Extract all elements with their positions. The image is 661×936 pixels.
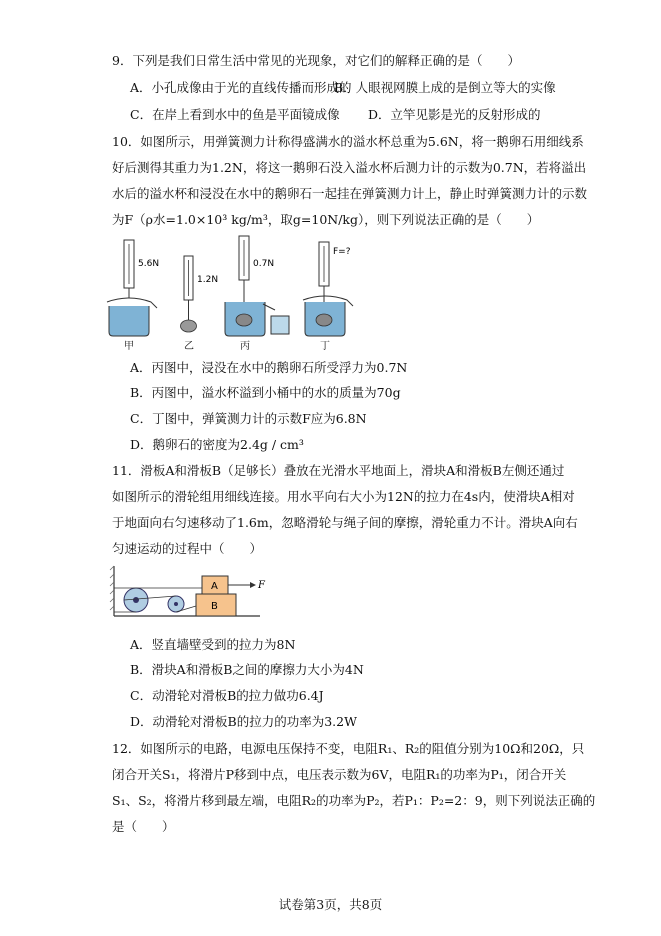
block-b-label: B	[211, 601, 218, 612]
q10-stem-line4: 为F（ρ水=1.0×10³ kg/m³，取g=10N/kg），则下列说法正确的是（ ）	[112, 212, 540, 227]
q11-stem-line2: 如图所示的滑轮组用细线连接。用水平向右大小为12N的拉力在4s内，使滑块A相对	[112, 489, 575, 504]
q11-stem-line1: 11．滑板A和滑板B（足够长）叠放在光滑水平地面上，滑块A和滑板B左侧还通过	[112, 463, 565, 478]
q10-stem-line2: 好后测得其重力为1.2N，将这一鹅卵石没入溢水杯后测力计的示数为0.7N，若将溢出	[112, 160, 587, 175]
q9-stem: 9．下列是我们日常生活中常见的光现象，对它们的解释正确的是（ ）	[112, 53, 520, 68]
q9-option-a: A．小孔成像由于光的直线传播而形成的	[130, 80, 352, 95]
figure-bing	[225, 236, 289, 336]
q9-option-c: C．在岸上看到水中的鱼是平面镜成像	[130, 107, 340, 122]
reading-bing: 0.7N	[253, 259, 275, 269]
q12-stem-line1: 12．如图所示的电路，电源电压保持不变，电阻R₁、R₂的阻值分别为10Ω和20Ω，只	[112, 741, 585, 756]
q11-option-b: B．滑块A和滑板B之间的摩擦力大小为4N	[130, 662, 364, 677]
q9-option-b: B．人眼视网膜上成的是倒立等大的实像	[334, 80, 556, 95]
q10-stem-line1: 10．如图所示，用弹簧测力计称得盛满水的溢水杯总重为5.6N，将一鹅卵石用细线系	[112, 134, 584, 149]
label-yi: 乙	[184, 341, 194, 352]
q10-figure	[105, 234, 365, 346]
figure-jia	[107, 240, 159, 336]
reading-yi: 1.2N	[197, 275, 219, 285]
q11-option-a: A．竖直墙壁受到的拉力为8N	[130, 637, 296, 652]
q11-figure	[110, 566, 270, 622]
label-bing: 丙	[240, 341, 250, 352]
label-ding: 丁	[320, 341, 330, 352]
q12-stem-line4: 是（ ）	[112, 819, 175, 834]
reading-ding: F=?	[333, 247, 351, 257]
force-label: F	[258, 580, 265, 591]
figure-ding	[303, 242, 353, 336]
block-a-label: A	[211, 581, 218, 592]
q12-stem-line3: S₁、S₂，将滑片移到最左端，电阻R₂的功率为P₂，若P₁：P₂=2：9，则下列说法正确的	[112, 793, 596, 808]
figure-yi	[181, 256, 219, 332]
q10-option-b: B．丙图中，溢水杯溢到小桶中的水的质量为70g	[130, 385, 401, 400]
q10-option-a: A．丙图中，浸没在水中的鹅卵石所受浮力为0.7N	[130, 360, 408, 375]
label-jia: 甲	[124, 341, 134, 352]
q10-stem-line3: 水后的溢水杯和浸没在水中的鹅卵石一起挂在弹簧测力计上，静止时弹簧测力计的示数	[112, 186, 588, 201]
q9-option-d: D．立竿见影是光的反射形成的	[368, 107, 541, 122]
reading-jia: 5.6N	[138, 259, 160, 269]
q11-stem-line4: 匀速运动的过程中（ ）	[112, 541, 263, 556]
q10-option-d: D．鹅卵石的密度为2.4g / cm³	[130, 437, 304, 452]
q12-stem-line2: 闭合开关S₁，将滑片P移到中点，电压表示数为6V，电阻R₁的功率为P₁，闭合开关	[112, 767, 567, 782]
q11-option-d: D．动滑轮对滑板B的拉力的功率为3.2W	[130, 714, 357, 729]
q11-option-c: C．动滑轮对滑板B的拉力做功6.4J	[130, 688, 324, 703]
q11-stem-line3: 于地面向右匀速移动了1.6m，忽略滑轮与绳子间的摩擦，滑轮重力不计。滑块A向右	[112, 515, 578, 530]
page-footer: 试卷第3页，共8页	[278, 897, 383, 912]
q10-option-c: C．丁图中，弹簧测力计的示数F应为6.8N	[130, 411, 367, 426]
